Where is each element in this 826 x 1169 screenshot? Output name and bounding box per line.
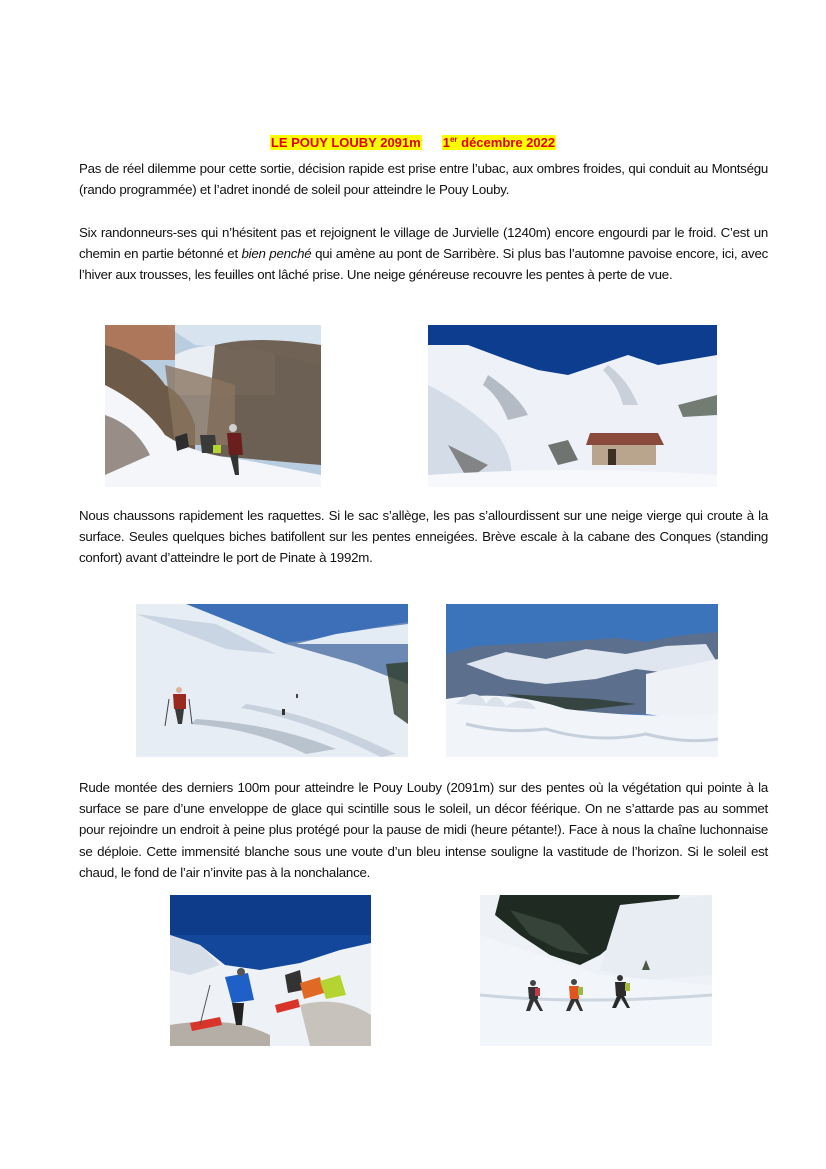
photo-mountain-panorama [446,604,718,757]
date-rest: décembre 2022 [457,135,556,150]
photo-cabane-des-conques [428,325,717,487]
paragraph-approach-italic: bien penché [241,246,312,262]
photo-lunch-break [170,895,371,1046]
paragraph-approach-end: qui amène au pont de Sarribère. Si plus bas l’automne pavoise encore, ici, avec l’hiver aux trousses, les feuilles ont lâché prise. Une neige généreuse recouvre les pentes à perte de vue. [79,246,768,283]
title-date [442,135,556,150]
paragraph-intro: Pas de réel dilemme pour cette sortie, décision rapide est prise entre l’ubac, aux ombres froides, qui conduit au Montségu (rando programmée) et l’adret inondé de soleil pour atteindre le Pouy Louby. [79,161,768,198]
date-day: 1 [442,135,450,150]
paragraph-approach [79,222,768,286]
date-ordinal: er [449,135,458,144]
title-summit: LE POUY LOUBY 2091m [270,135,421,150]
paragraph-snowshoes: Nous chaussons rapidement les raquettes. Si le sac s’allège, les pas s’allourdissent sur une neige vierge qui croute à la surface. Seules quelques biches batifollent sur les pentes enneigées. Brève escale à la cabane des Conques (standing confort) avant d’atteindre le port de Pinate à 1992m. [79,508,768,566]
paragraph-summit: Rude montée des derniers 100m pour atteindre le Pouy Louby (2091m) sur des pentes où la végétation qui pointe à la surface se pare d’une enveloppe de glace qui scintille sous le soleil, un décor féérique. On ne s’attarde pas au sommet pour rejoindre un endroit à peine plus protégé pour la pause de midi (heure pétante!). Face à nous la chaîne luchonnaise se déploie. Cette immensité blanche sous une voute d’un bleu intense souligne la vastitude de l’horizon. Si le soleil est chaud, le fond de l’air n’invite pas à la nonchalance. [79,780,768,880]
document-title [0,135,826,151]
photo-three-snowshoers [480,895,712,1046]
photo-snow-slope-hiker [136,604,408,757]
photo-forest-path [105,325,321,487]
paragraph-approach-start: Six randonneurs-ses qui n’hésitent pas et rejoignent le village de Jurvielle (1240m) encore engourdi par le froid. C’est un chemin en partie bétonné et [79,225,768,262]
